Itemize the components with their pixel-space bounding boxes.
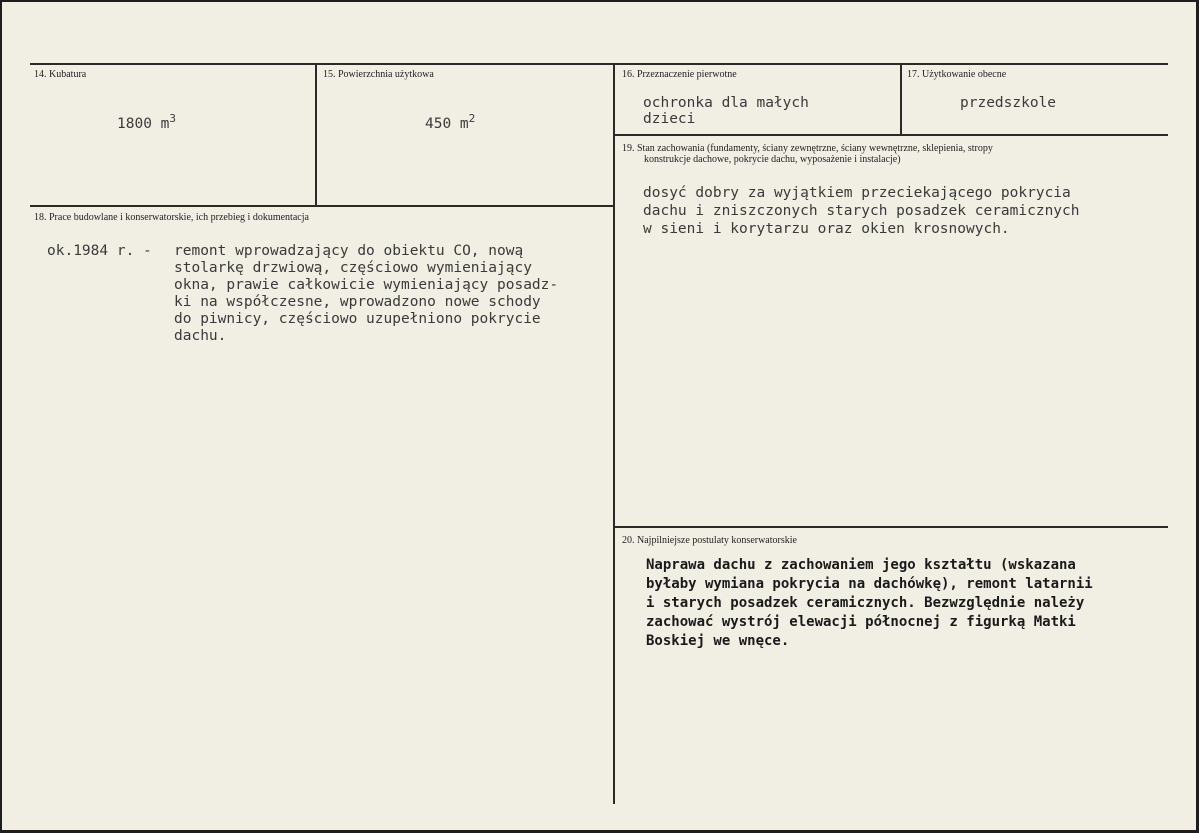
rule-19-20 <box>614 526 1168 528</box>
powierzchnia-label: 15. Powierzchnia użytkowa <box>323 69 434 80</box>
powierzchnia-exponent: 2 <box>468 112 476 125</box>
stan-label-line-2: konstrukcje dachowe, pokrycie dachu, wyposażenie i instalacje) <box>644 154 901 165</box>
kubatura-value <box>117 110 176 133</box>
powierzchnia-value <box>425 110 475 133</box>
stan-line-3: w sieni i korytarzu oraz okien krosnowych. <box>643 221 1010 237</box>
prace-date: ok.1984 r. - <box>47 243 152 259</box>
rule-14-18 <box>30 205 614 207</box>
postulaty-line-5: Boskiej we wnęce. <box>646 633 790 649</box>
scan-edge-left <box>0 0 2 833</box>
divider-16-17 <box>900 64 902 135</box>
stan-line-2: dachu i zniszczonych starych posadzek ceramicznych <box>643 203 1080 219</box>
prace-line-4: ki na współczesne, wprowadzono nowe schody <box>174 294 541 310</box>
prace-line-6: dachu. <box>174 328 227 344</box>
rule-16-19 <box>614 134 1168 136</box>
prace-line-2: stolarkę drzwiową, częściowo wymieniający <box>174 260 532 276</box>
przeznaczenie-line-1: ochronka dla małych <box>643 95 809 111</box>
przeznaczenie-line-2: dzieci <box>643 111 696 127</box>
scan-edge-top <box>0 0 1199 2</box>
prace-line-5: do piwnicy, częściowo uzupełniono pokrycie <box>174 311 541 327</box>
stan-line-1: dosyć dobry za wyjątkiem przeciekającego pokrycia <box>643 185 1071 201</box>
postulaty-line-2: byłaby wymiana pokrycia na dachówkę), remont latarnii <box>646 576 1093 592</box>
postulaty-line-1: Naprawa dachu z zachowaniem jego kształtu (wskazana <box>646 557 1076 573</box>
prace-label: 18. Prace budowlane i konserwatorskie, ich przebieg i dokumentacja <box>34 212 309 223</box>
postulaty-line-4: zachować wystrój elewacji północnej z figurką Matki <box>646 614 1076 630</box>
powierzchnia-number: 450 m <box>425 115 469 132</box>
kubatura-label: 14. Kubatura <box>34 69 87 80</box>
center-divider <box>613 64 615 804</box>
przeznaczenie-label: 16. Przeznaczenie pierwotne <box>622 69 737 80</box>
kubatura-exponent: 3 <box>169 112 177 125</box>
prace-line-3: okna, prawie całkowicie wymieniający posadz- <box>174 277 559 293</box>
uzytkowanie-label: 17. Użytkowanie obecne <box>907 69 1007 80</box>
divider-14-15 <box>315 64 317 206</box>
kubatura-number: 1800 m <box>117 115 170 132</box>
form-top-rule <box>30 63 1168 65</box>
prace-line-1: remont wprowadzający do obiektu CO, nową <box>174 243 524 259</box>
postulaty-line-3: i starych posadzek ceramicznych. Bezwzględnie należy <box>646 595 1085 611</box>
uzytkowanie-value: przedszkole <box>960 95 1057 111</box>
stan-label-line-1: 19. Stan zachowania (fundamenty, ściany zewnętrzne, ściany wewnętrzne, sklepienia, stropy <box>622 143 993 154</box>
postulaty-label: 20. Najpilniejsze postulaty konserwatorskie <box>622 535 797 546</box>
